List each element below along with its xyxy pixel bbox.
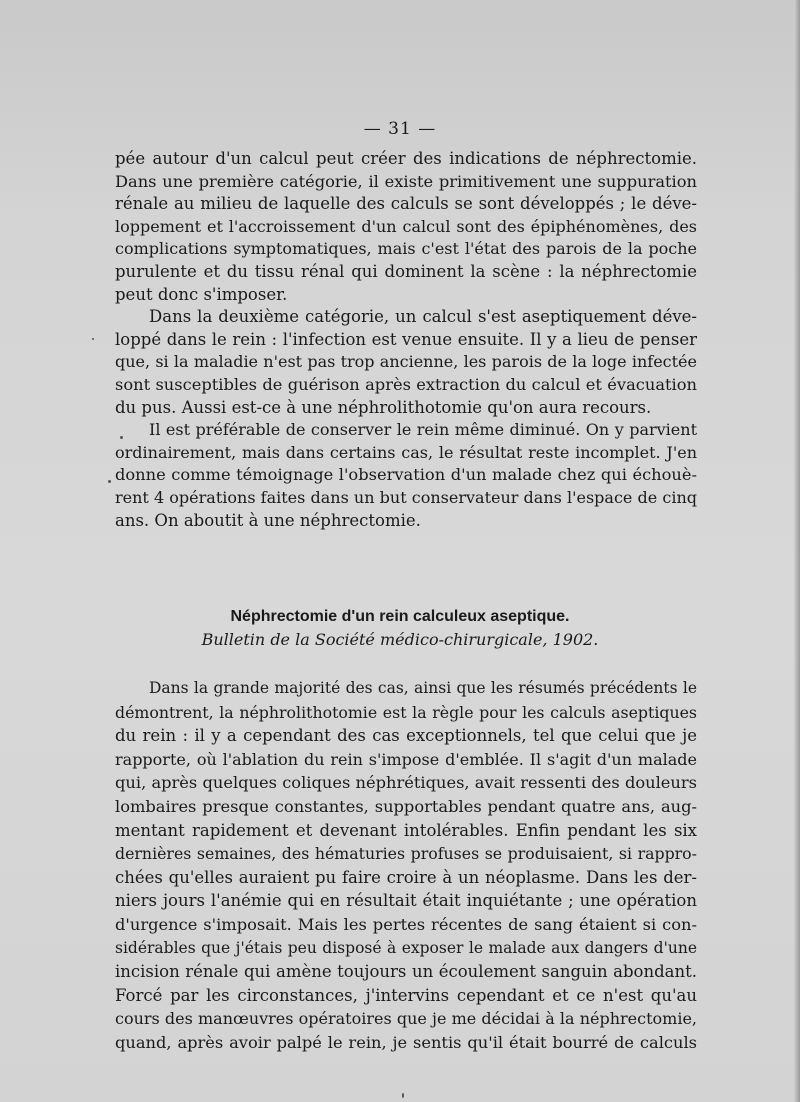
text-line: chées qu'elles auraient pu faire croire à un néoplasme. Dans les der-	[115, 867, 697, 887]
text-line: niers jours l'anémie qui en résultait était inquiétante ; une opération	[115, 891, 697, 911]
text-line: Dans la grande majorité des cas, ainsi que les résumés précédents le	[149, 679, 697, 697]
text-line: rénale au milieu de laquelle des calculs se sont développés ; le déve-	[115, 194, 697, 214]
scan-speck	[402, 1093, 404, 1098]
text-line: quand, après avoir palpé le rein, je sentis qu'il était bourré de calculs	[115, 1032, 697, 1052]
text-line: que, si la maladie n'est pas trop ancienne, les parois de la loge infectée	[115, 352, 697, 372]
text-line: qui, après quelques coliques néphrétiques, avait ressenti des douleurs	[115, 773, 697, 793]
text-line: Dans la deuxième catégorie, un calcul s'est aseptiquement déve-	[149, 307, 697, 327]
text-line: Il est préférable de conserver le rein même diminué. On y parvient	[149, 420, 697, 440]
scan-speck	[120, 436, 123, 439]
text-line: ordinairement, mais dans certains cas, le résultat reste incomplet. J'en	[115, 442, 697, 462]
text-line: dernières semaines, des hématuries profuses se produisaient, si rappro-	[115, 844, 697, 864]
text-line: pée autour d'un calcul peut créer des indications de néphrectomie.	[115, 149, 697, 168]
paragraph-block-1	[115, 148, 697, 532]
text-line: loppement et l'accroissement d'un calcul sont des épiphénomènes, des	[115, 216, 697, 236]
scan-speck	[108, 480, 111, 483]
text-line: lombaires presque constantes, supportables pendant quatre ans, aug-	[115, 796, 697, 816]
text-line: d'urgence s'imposait. Mais les pertes récentes de sang étaient si con-	[115, 914, 697, 934]
text-line: Dans une première catégorie, il existe primitivement une suppuration	[115, 171, 697, 191]
scan-speck	[92, 338, 94, 340]
page-number: — 31 —	[363, 119, 437, 139]
text-line: sidérables que j'étais peu disposé à exposer le malade aux dangers d'une	[115, 938, 697, 957]
text-line: du rein : il y a cependant des cas exceptionnels, tel que celui que je	[115, 726, 697, 746]
page-edge-shadow	[794, 0, 800, 1102]
text-line: du pus. Aussi est-ce à une néphrolithotomie qu'on aura recours.	[115, 397, 652, 417]
text-line: cours des manœuvres opératoires que je me décidai à la néphrectomie,	[115, 1009, 697, 1029]
paragraph-block-2	[115, 677, 697, 1055]
text-line: sont susceptibles de guérison après extraction du calcul et évacuation	[115, 374, 697, 394]
section-source-citation: Bulletin de la Société médico-chirurgicale, 1902.	[201, 630, 599, 649]
text-line: peut donc s'imposer.	[115, 284, 288, 304]
text-line: loppé dans le rein : l'infection est venue ensuite. Il y a lieu de penser	[115, 329, 697, 349]
text-line: mentant rapidement et devenant intolérables. Enfin pendant les six	[115, 820, 697, 840]
text-line: rapporte, où l'ablation du rein s'impose d'emblée. Il s'agit d'un malade	[115, 749, 697, 769]
text-line: incision rénale qui amène toujours un écoulement sanguin abondant.	[115, 962, 697, 982]
text-line: Forcé par les circonstances, j'intervins cependant et ce n'est qu'au	[115, 985, 697, 1005]
text-line: donne comme témoignage l'observation d'un malade chez qui échouè-	[115, 465, 697, 485]
text-line: ans. On aboutit à une néphrectomie.	[115, 510, 421, 530]
section-heading: Néphrectomie d'un rein calculeux aseptique.	[230, 608, 570, 625]
text-line: complications symptomatiques, mais c'est l'état des parois de la poche	[115, 239, 697, 259]
text-line: purulente et du tissu rénal qui dominent la scène : la néphrectomie	[115, 261, 697, 281]
text-line: rent 4 opérations faites dans un but conservateur dans l'espace de cinq	[115, 487, 697, 507]
text-line: démontrent, la néphrolithotomie est la règle pour les calculs aseptiques	[115, 702, 697, 722]
